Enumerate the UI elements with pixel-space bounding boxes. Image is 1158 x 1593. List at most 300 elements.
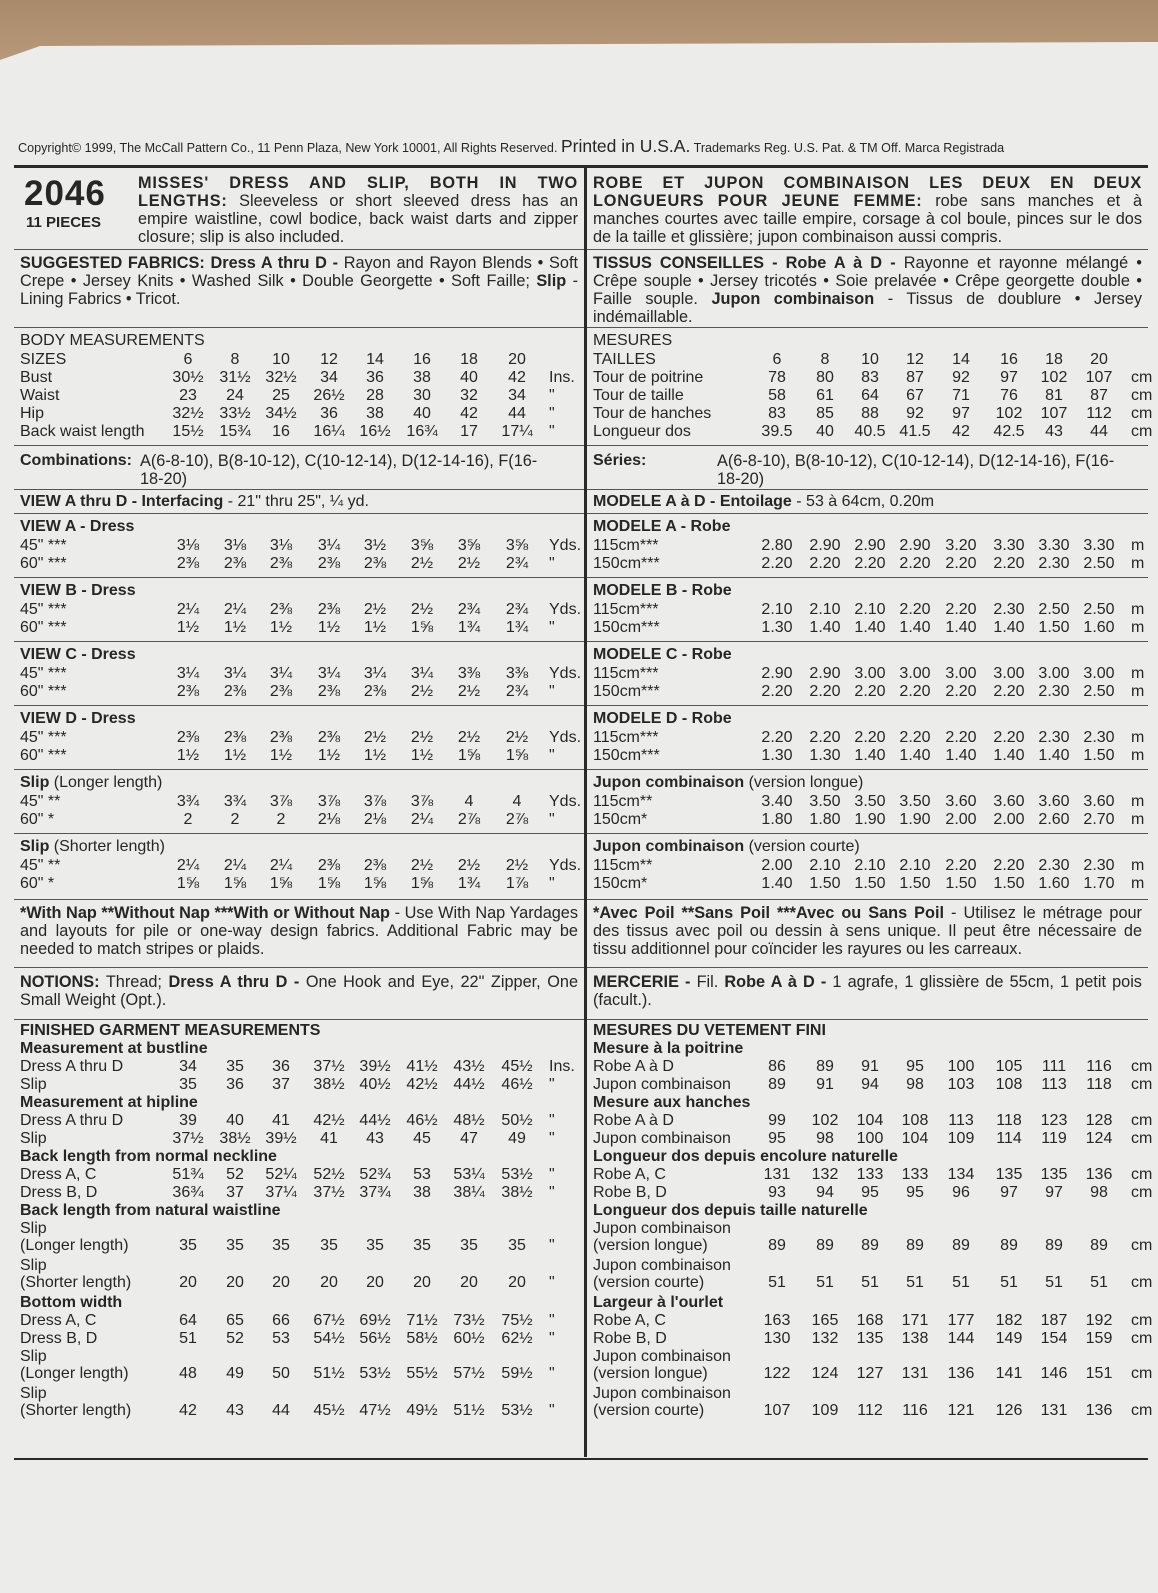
nap-legend: *Avec Poil **Sans Poil ***Avec ou Sans Poil: [593, 904, 945, 922]
fabrics-section: [14, 250, 584, 328]
value-cell: 3.00: [1083, 665, 1115, 682]
unit-label: cm: [1131, 1076, 1153, 1093]
notions-list: 1 agrafe, 1 glissière de 55cm, 1 petit pois (facult.).: [593, 973, 1142, 1009]
value-cell: 2.20: [993, 555, 1025, 572]
value-cell: 2½: [457, 729, 481, 746]
nap-explanation: - Use With Nap Yardages and layouts for pile or one-way design fabrics. Additional Fabric may be needed to match stripes or plaids.: [20, 904, 579, 958]
body-measurements-section: [14, 328, 584, 446]
value-cell: 52: [226, 1330, 244, 1347]
view-block: [14, 578, 584, 642]
unit-label: cm: [1131, 1166, 1153, 1183]
value-cell: 2.50: [1083, 683, 1115, 700]
row-label: (Shorter length): [20, 1402, 132, 1419]
value-cell: 1¾: [457, 619, 481, 636]
row-label: 115cm***: [593, 601, 659, 618]
value-cell: 3¼: [317, 665, 341, 682]
unit-label: ": [549, 1330, 555, 1347]
unit-label: ": [549, 811, 555, 828]
combinations-text: A(6-8-10), B(8-10-12), C(10-12-14), D(12-14-16), F(16-18-20): [140, 452, 538, 488]
value-cell: 38: [413, 1184, 431, 1201]
unit-label: cm: [1131, 1058, 1153, 1075]
value-cell: 1.40: [1038, 747, 1070, 764]
value-cell: 8: [230, 351, 240, 368]
notions-thread: Thread;: [105, 973, 162, 991]
value-cell: 107: [1040, 405, 1068, 422]
value-cell: 2½: [410, 601, 434, 618]
value-cell: 83: [861, 369, 879, 386]
value-cell: 109: [947, 1130, 975, 1147]
value-cell: 89: [816, 1058, 834, 1075]
value-cell: 43½: [453, 1058, 485, 1075]
unit-label: ": [549, 1274, 555, 1291]
value-cell: 2.30: [993, 601, 1025, 618]
unit-label: cm: [1131, 1130, 1153, 1147]
value-cell: 17: [460, 423, 478, 440]
unit-label: cm: [1131, 369, 1153, 386]
value-cell: 1.40: [899, 747, 931, 764]
value-cell: 131: [901, 1365, 929, 1382]
value-cell: 1.60: [1083, 619, 1115, 636]
value-cell: 1⅝: [410, 875, 434, 892]
value-cell: 100: [856, 1130, 884, 1147]
value-cell: 126: [995, 1402, 1023, 1419]
notions-list: One Hook and Eye, 22" Zipper, One Small Weight (Opt.).: [20, 973, 579, 1009]
value-cell: 71½: [406, 1312, 438, 1329]
value-cell: 1⅝: [457, 747, 481, 764]
value-cell: 151: [1085, 1365, 1113, 1382]
value-cell: 91: [816, 1076, 834, 1093]
unit-label: cm: [1131, 1312, 1153, 1329]
row-label: Waist: [20, 387, 60, 404]
value-cell: 39.5: [761, 423, 793, 440]
value-cell: 2.30: [1083, 729, 1115, 746]
value-cell: 2.90: [761, 665, 793, 682]
unit-label: cm: [1131, 405, 1153, 422]
value-cell: 1.90: [899, 811, 931, 828]
unit-label: m: [1131, 537, 1145, 554]
value-cell: 112: [857, 1402, 883, 1419]
value-cell: 12: [320, 351, 338, 368]
value-cell: 37¼: [265, 1184, 297, 1201]
value-cell: 2.20: [854, 729, 886, 746]
value-cell: 87: [1090, 387, 1108, 404]
notions-section: [14, 968, 584, 1020]
row-group-label: Slip: [20, 1220, 47, 1237]
value-cell: 35: [320, 1237, 338, 1254]
value-cell: 2.80: [761, 537, 793, 554]
row-group-label: Jupon combinaison: [593, 1220, 731, 1237]
value-cell: 2.20: [945, 555, 977, 572]
value-cell: 51½: [313, 1365, 345, 1382]
value-cell: 3.00: [1038, 665, 1070, 682]
value-cell: 2.00: [993, 811, 1025, 828]
unit-label: m: [1131, 555, 1145, 572]
value-cell: 135: [856, 1330, 884, 1347]
value-cell: 1½: [176, 619, 200, 636]
view-subtitle: (Longer length): [53, 774, 163, 791]
value-cell: 1½: [269, 747, 293, 764]
value-cell: 81: [1045, 387, 1063, 404]
value-cell: 51: [1000, 1274, 1018, 1291]
row-group-label: Slip: [20, 1385, 47, 1402]
value-cell: 2½: [505, 729, 529, 746]
value-cell: 38: [413, 369, 431, 386]
value-cell: 3⅞: [317, 793, 341, 810]
value-cell: 2.00: [945, 811, 977, 828]
unit-label: cm: [1131, 1330, 1153, 1347]
value-cell: 2⅛: [317, 811, 341, 828]
value-cell: 45½: [501, 1058, 533, 1075]
view-subtitle: (version longue): [748, 774, 864, 791]
value-cell: 6: [183, 351, 193, 368]
row-label: Slip: [20, 1076, 47, 1093]
value-cell: 49: [508, 1130, 526, 1147]
value-cell: 1.40: [854, 619, 886, 636]
interfacing-heading: VIEW A thru D - Interfacing: [20, 493, 224, 510]
value-cell: 2.30: [1038, 555, 1070, 572]
value-cell: 1.50: [945, 875, 977, 892]
value-cell: 14: [366, 351, 384, 368]
view-title: [593, 518, 730, 536]
view-block: [14, 514, 584, 578]
value-cell: 53¼: [453, 1166, 485, 1183]
view-title: [593, 774, 863, 792]
unit-label: ": [549, 747, 555, 764]
view-block: [587, 706, 1148, 770]
interfacing-heading: MODELE A à D - Entoilage: [593, 493, 792, 510]
unit-label: m: [1131, 729, 1145, 746]
finished-heading: FINISHED GARMENT MEASUREMENTS: [20, 1022, 321, 1039]
row-label: 60" ***: [20, 555, 67, 572]
nap-explanation: - Utilisez le métrage pour des tissus avec poil ou dessin à sens unique. Il peut être nécessaire de tissu additionnel pour coïncider les rayures ou les carreaux.: [593, 904, 1142, 958]
view-name: Slip: [20, 838, 50, 855]
row-label: 45" ***: [20, 665, 67, 682]
value-cell: 1½: [410, 747, 434, 764]
value-cell: 42: [508, 369, 526, 386]
unit-label: m: [1131, 665, 1145, 682]
row-group-label: Jupon combinaison: [593, 1385, 731, 1402]
body-measurements-heading: BODY MEASUREMENTS: [20, 332, 205, 349]
value-cell: 95: [861, 1184, 879, 1201]
value-cell: 3⅞: [269, 793, 293, 810]
value-cell: 3¾: [176, 793, 200, 810]
view-title: [20, 710, 136, 728]
value-cell: 43: [366, 1130, 384, 1147]
unit-label: m: [1131, 811, 1145, 828]
value-cell: 1.40: [993, 619, 1025, 636]
value-cell: 2⅜: [269, 683, 293, 700]
value-cell: 96: [952, 1184, 970, 1201]
value-cell: 91: [861, 1058, 879, 1075]
value-cell: 3.30: [1038, 537, 1070, 554]
value-cell: 3.00: [854, 665, 886, 682]
value-cell: 3.00: [945, 665, 977, 682]
notions-heading: MERCERIE -: [593, 973, 691, 991]
unit-label: m: [1131, 619, 1145, 636]
value-cell: 1.30: [761, 619, 793, 636]
value-cell: 30: [413, 387, 431, 404]
measurement-subheading: Back length from natural waistline: [20, 1202, 281, 1219]
value-cell: 109: [811, 1402, 839, 1419]
view-title: [20, 838, 165, 856]
interfacing-line: [20, 493, 369, 511]
column-divider: [584, 165, 587, 1457]
unit-label: ": [549, 1402, 555, 1419]
value-cell: 53: [272, 1330, 290, 1347]
value-cell: 2.20: [854, 683, 886, 700]
row-label: 60" *: [20, 875, 55, 892]
value-cell: 2.30: [1038, 729, 1070, 746]
fabrics-section: [587, 250, 1148, 328]
value-cell: 2⅜: [317, 729, 341, 746]
value-cell: 51: [816, 1274, 834, 1291]
fabrics-text: [20, 254, 578, 308]
value-cell: 2.90: [899, 537, 931, 554]
view-block: [587, 834, 1148, 900]
value-cell: 1¾: [505, 619, 529, 636]
row-label: TAILLES: [593, 351, 656, 368]
value-cell: 165: [811, 1312, 839, 1329]
value-cell: 2.20: [809, 683, 841, 700]
nap-text: [20, 904, 578, 958]
measurement-subheading: Back length from normal neckline: [20, 1148, 277, 1165]
value-cell: 52: [226, 1166, 244, 1183]
value-cell: 123: [1040, 1112, 1068, 1129]
value-cell: 2½: [457, 683, 481, 700]
value-cell: 53½: [501, 1166, 533, 1183]
value-cell: 1.40: [761, 875, 793, 892]
description-body: robe sans manches et à manches courtes avec taille empire, corsage à col boule, pinces sur le dos de la taille et glissière; jupon combinaison aussi compris.: [593, 192, 1142, 246]
value-cell: 38½: [501, 1184, 533, 1201]
value-cell: 45: [413, 1130, 431, 1147]
finished-measurements-section: [14, 1020, 584, 1458]
value-cell: 2¼: [269, 857, 293, 874]
value-cell: 2.20: [854, 555, 886, 572]
value-cell: 3¼: [176, 665, 200, 682]
value-cell: 42: [460, 405, 478, 422]
value-cell: 171: [901, 1312, 929, 1329]
value-cell: 98: [906, 1076, 924, 1093]
value-cell: 168: [856, 1312, 884, 1329]
value-cell: 35: [508, 1237, 526, 1254]
value-cell: 50½: [501, 1112, 533, 1129]
value-cell: 30½: [172, 369, 204, 386]
measurement-subheading: Bottom width: [20, 1294, 123, 1311]
value-cell: 41: [272, 1112, 290, 1129]
value-cell: 2: [276, 811, 286, 828]
value-cell: 58: [768, 387, 786, 404]
unit-label: m: [1131, 875, 1145, 892]
value-cell: 3⅞: [410, 793, 434, 810]
value-cell: 55½: [406, 1365, 438, 1382]
row-label: 45" ***: [20, 601, 67, 618]
row-label: Robe A à D: [593, 1112, 674, 1129]
value-cell: 182: [995, 1312, 1023, 1329]
value-cell: 39½: [265, 1130, 297, 1147]
value-cell: 18: [1045, 351, 1063, 368]
unit-label: ": [549, 405, 555, 422]
value-cell: 24: [226, 387, 244, 404]
value-cell: 44: [272, 1402, 290, 1419]
unit-label: Yds.: [549, 857, 582, 874]
value-cell: 2.60: [1038, 811, 1070, 828]
value-cell: 1⅝: [176, 875, 200, 892]
value-cell: 2.20: [899, 729, 931, 746]
value-cell: 40: [460, 369, 478, 386]
value-cell: 2⅜: [223, 555, 247, 572]
value-cell: 138: [901, 1330, 929, 1347]
notions-dress: Dress A thru D -: [168, 973, 300, 991]
value-cell: 16¾: [406, 423, 438, 440]
value-cell: 20: [508, 1274, 526, 1291]
value-cell: 42.5: [993, 423, 1025, 440]
row-label: Robe A, C: [593, 1312, 666, 1329]
value-cell: 53½: [501, 1402, 533, 1419]
value-cell: 2.50: [1083, 601, 1115, 618]
value-cell: 42½: [313, 1112, 345, 1129]
value-cell: 20: [226, 1274, 244, 1291]
value-cell: 67: [906, 387, 924, 404]
value-cell: 37½: [313, 1184, 345, 1201]
value-cell: 102: [995, 405, 1023, 422]
value-cell: 20: [460, 1274, 478, 1291]
value-cell: 130: [763, 1330, 791, 1347]
value-cell: 2½: [410, 729, 434, 746]
value-cell: 1.30: [761, 747, 793, 764]
value-cell: 1½: [223, 619, 247, 636]
value-cell: 98: [816, 1130, 834, 1147]
value-cell: 2¼: [410, 811, 434, 828]
view-block: [14, 834, 584, 900]
value-cell: 2¼: [223, 857, 247, 874]
value-cell: 1.70: [1083, 875, 1115, 892]
notions-text: [593, 973, 1142, 1009]
value-cell: 75½: [501, 1312, 533, 1329]
value-cell: 2⅜: [317, 601, 341, 618]
view-title: [20, 518, 134, 536]
value-cell: 40: [226, 1112, 244, 1129]
value-cell: 37: [272, 1076, 290, 1093]
row-label: (version longue): [593, 1365, 708, 1382]
unit-label: ": [549, 875, 555, 892]
value-cell: 31½: [219, 369, 251, 386]
notions-heading: NOTIONS:: [20, 973, 100, 991]
row-label: 115cm***: [593, 537, 659, 554]
unit-label: ": [549, 423, 555, 440]
value-cell: 34½: [265, 405, 297, 422]
value-cell: 44½: [453, 1076, 485, 1093]
value-cell: 2.10: [854, 601, 886, 618]
value-cell: 132: [811, 1166, 839, 1183]
value-cell: 66: [272, 1312, 290, 1329]
value-cell: 3⅜: [457, 665, 481, 682]
instruction-table: [14, 165, 1153, 1460]
interfacing-section: [14, 490, 584, 514]
value-cell: 14: [952, 351, 970, 368]
value-cell: 2⅛: [363, 811, 387, 828]
value-cell: 2.50: [1038, 601, 1070, 618]
description-section: [14, 168, 584, 250]
unit-label: cm: [1131, 1365, 1153, 1382]
value-cell: 2⅜: [223, 729, 247, 746]
unit-label: Ins.: [549, 1058, 575, 1075]
value-cell: 78: [768, 369, 786, 386]
value-cell: 6: [772, 351, 782, 368]
value-cell: 3.60: [1038, 793, 1070, 810]
value-cell: 20: [508, 351, 526, 368]
value-cell: 2.20: [945, 857, 977, 874]
row-label: 150cm***: [593, 555, 660, 572]
value-cell: 35: [272, 1237, 290, 1254]
value-cell: 71: [952, 387, 970, 404]
value-cell: 73½: [453, 1312, 485, 1329]
value-cell: 16: [413, 351, 431, 368]
value-cell: 38: [366, 405, 384, 422]
measurement-subheading: Longueur dos depuis taille naturelle: [593, 1202, 868, 1219]
value-cell: 107: [763, 1402, 791, 1419]
value-cell: 40½: [359, 1076, 391, 1093]
value-cell: 2¼: [176, 601, 200, 618]
row-label: 115cm**: [593, 793, 653, 810]
value-cell: 33½: [219, 405, 251, 422]
fabrics-heading: SUGGESTED FABRICS: Dress A thru D -: [20, 254, 338, 272]
english-column: [14, 168, 584, 1458]
value-cell: 132: [811, 1330, 839, 1347]
french-column: [587, 168, 1153, 1458]
value-cell: 69½: [359, 1312, 391, 1329]
value-cell: 2.20: [993, 729, 1025, 746]
value-cell: 2½: [410, 555, 434, 572]
value-cell: 108: [995, 1076, 1023, 1093]
row-label: Dress B, D: [20, 1184, 98, 1201]
copyright-text: Copyright© 1999, The McCall Pattern Co., 11 Penn Plaza, New York 10001, All Rights Reserved.: [18, 141, 558, 155]
value-cell: 39: [179, 1112, 197, 1129]
value-cell: 131: [763, 1166, 791, 1183]
value-cell: 17¼: [501, 423, 533, 440]
value-cell: 2.90: [809, 537, 841, 554]
value-cell: 65: [226, 1312, 244, 1329]
row-label: Bust: [20, 369, 53, 386]
value-cell: 2⅜: [269, 601, 293, 618]
value-cell: 46½: [501, 1076, 533, 1093]
value-cell: 20: [413, 1274, 431, 1291]
value-cell: 3⅞: [363, 793, 387, 810]
value-cell: 2¾: [457, 601, 481, 618]
view-name: Slip: [20, 774, 50, 791]
nap-section: [14, 900, 584, 968]
value-cell: 136: [1085, 1166, 1113, 1183]
value-cell: 2½: [457, 555, 481, 572]
unit-label: ": [549, 555, 555, 572]
value-cell: 89: [1090, 1237, 1108, 1254]
interfacing-line: [593, 493, 934, 511]
value-cell: 2.70: [1083, 811, 1115, 828]
view-title: [20, 582, 136, 600]
value-cell: 42: [952, 423, 970, 440]
value-cell: 92: [906, 405, 924, 422]
view-title: [20, 774, 162, 792]
value-cell: 2⅜: [269, 729, 293, 746]
value-cell: 3⅛: [269, 537, 293, 554]
value-cell: 2¾: [505, 601, 529, 618]
unit-label: Yds.: [549, 793, 582, 810]
value-cell: 116: [902, 1402, 928, 1419]
value-cell: 47: [460, 1130, 478, 1147]
value-cell: 2⅞: [457, 811, 481, 828]
value-cell: 3.30: [1083, 537, 1115, 554]
measurement-subheading: Measurement at bustline: [20, 1040, 208, 1057]
nap-legend: *With Nap **Without Nap ***With or Without Nap: [20, 904, 390, 922]
